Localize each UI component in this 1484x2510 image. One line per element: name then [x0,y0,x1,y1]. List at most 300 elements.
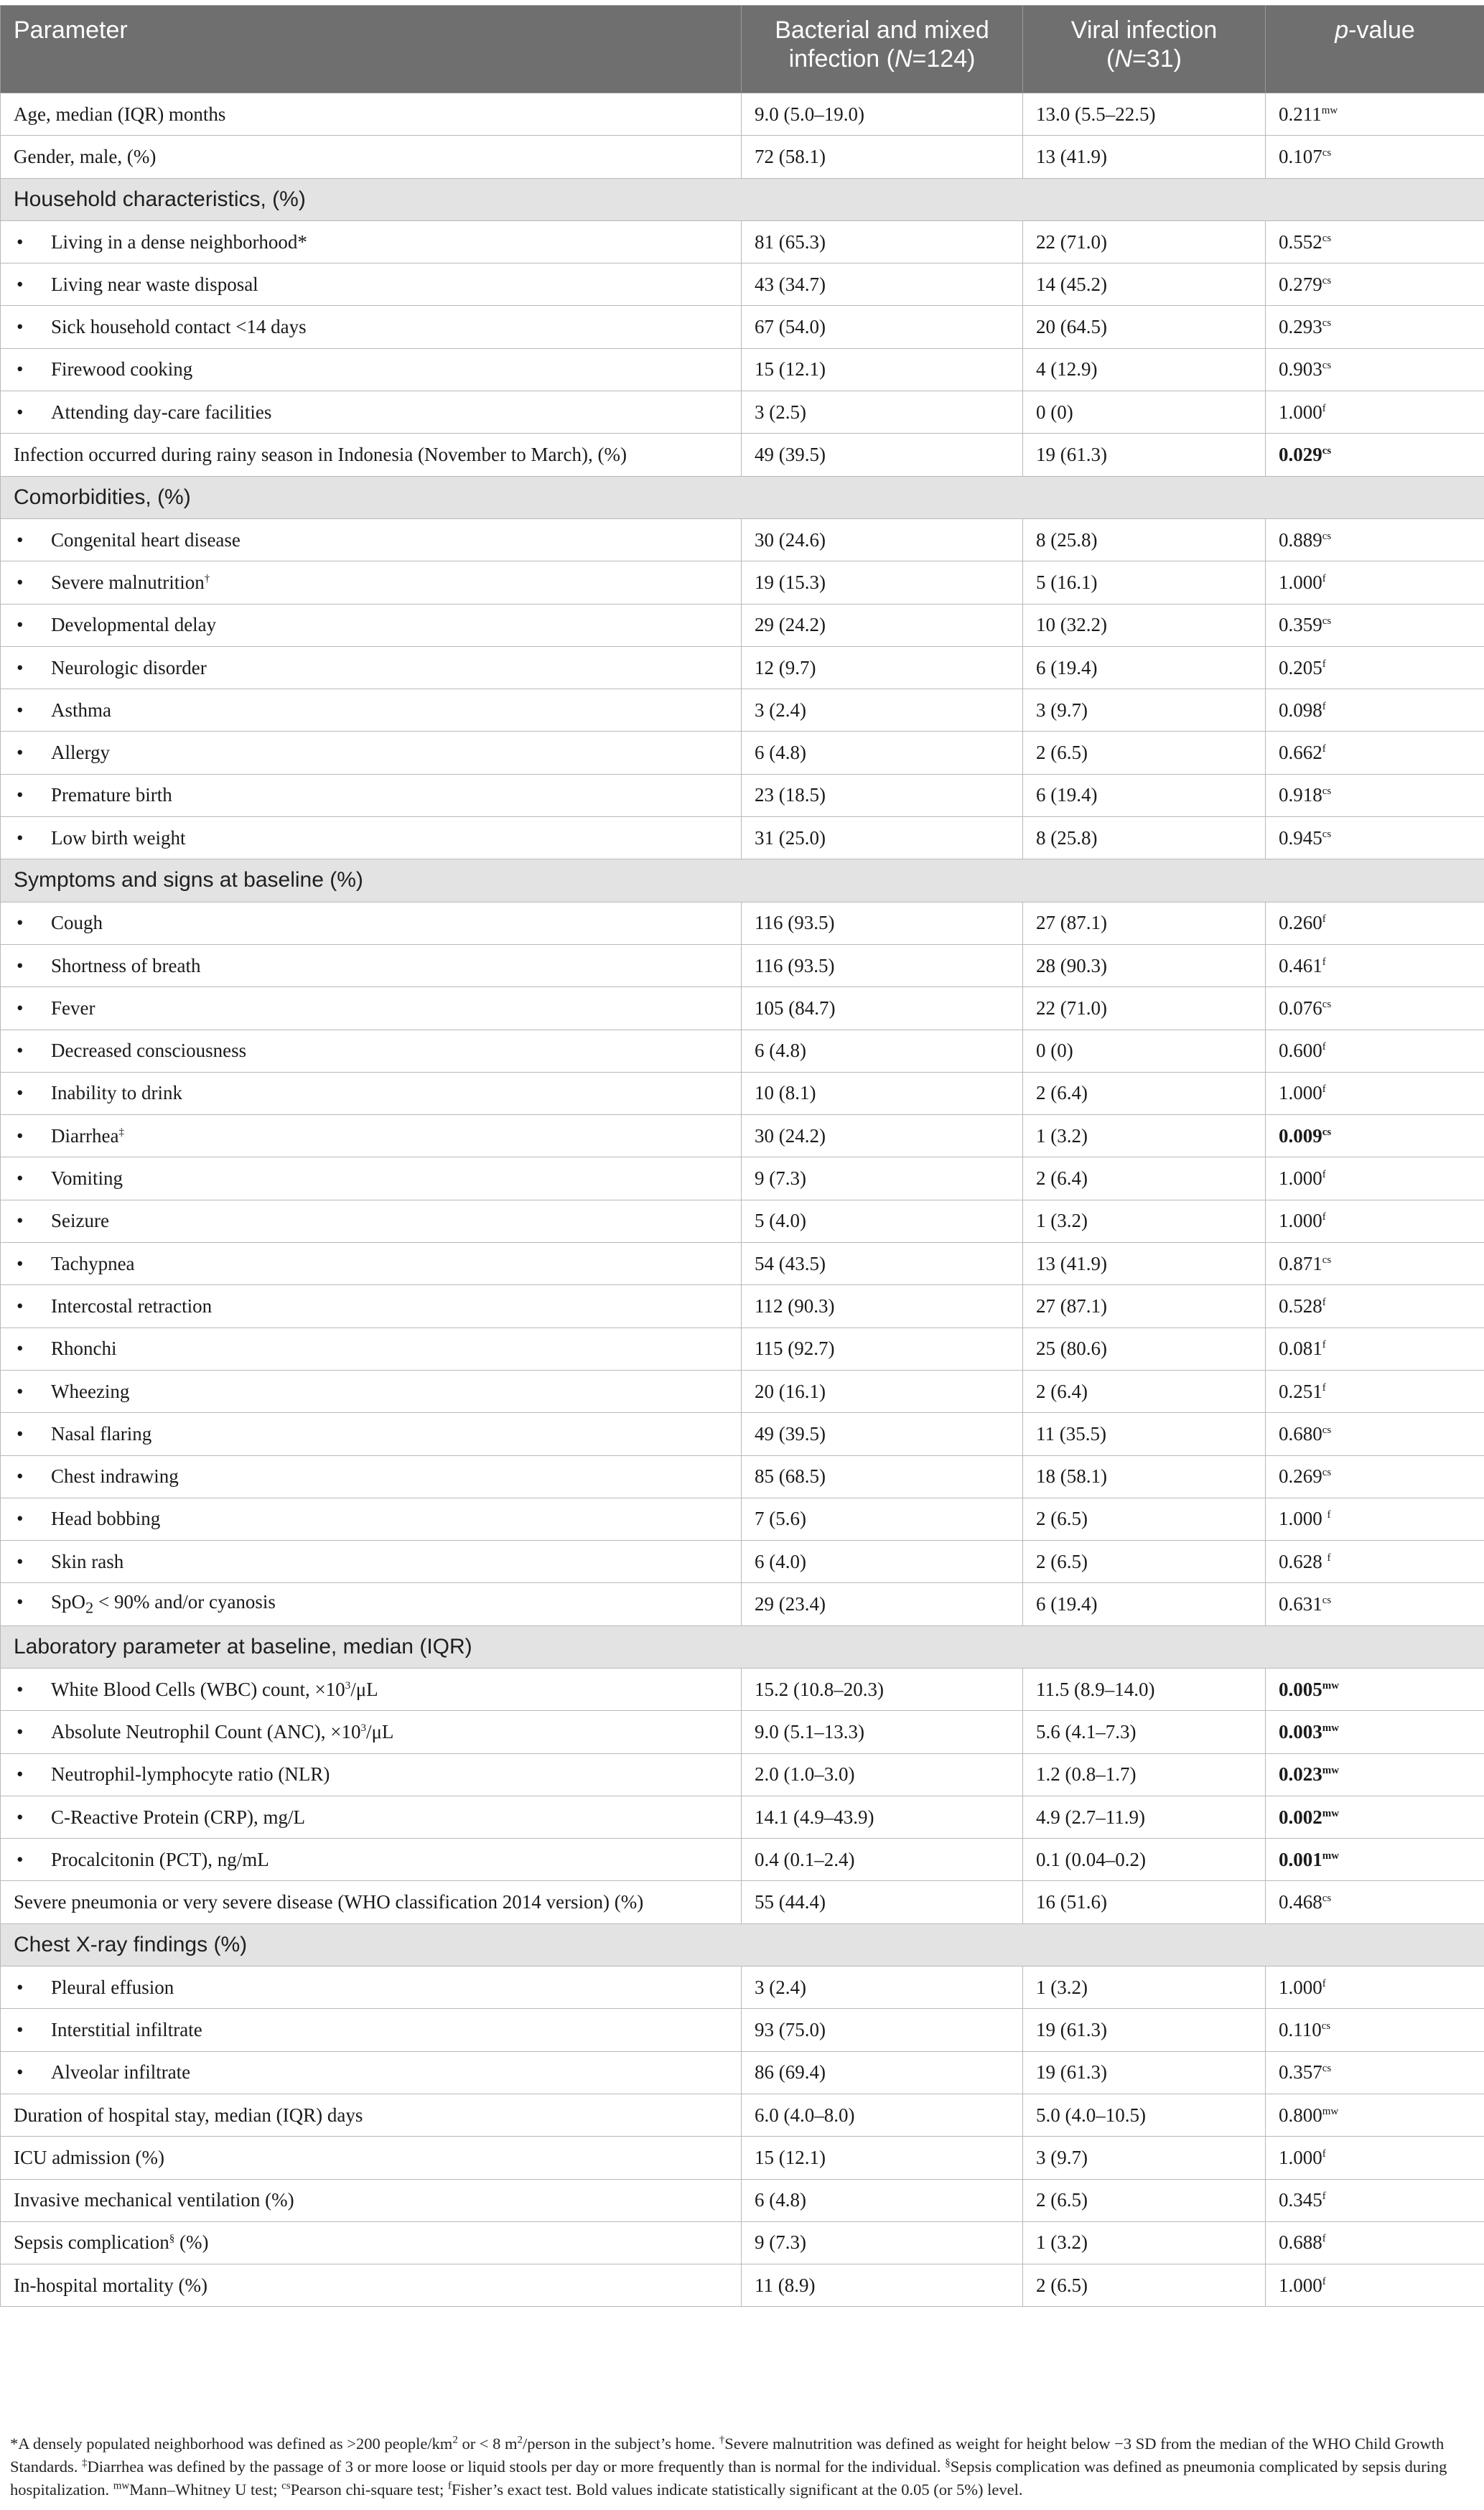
viral-value: 8 (25.8) [1023,817,1266,859]
test-superscript: cs [1322,998,1332,1010]
bullet-icon: • [17,1806,24,1828]
bacterial-mixed-value: 49 (39.5) [742,434,1023,476]
parameter-cell [1,518,742,561]
table-row [1,1413,1484,1455]
parameter-cell [1,93,742,136]
bullet-icon: • [17,1124,24,1147]
test-superscript: cs [1322,274,1332,286]
viral-value: 2 (6.4) [1023,1157,1266,1200]
table-row [1,2137,1484,2179]
parameter-label: Age, median (IQR) months [14,103,226,125]
viral-value: 27 (87.1) [1023,902,1266,944]
bacterial-mixed-value: 93 (75.0) [742,2009,1023,2051]
test-superscript: f [1322,913,1326,925]
test-superscript: f [1322,743,1326,755]
p-value-cell [1266,518,1484,561]
p-value: 0.461 [1279,954,1322,976]
parameter-label: Diarrhea [51,1124,119,1147]
p-value: 0.076 [1279,997,1322,1019]
parameter-cell [1,1541,742,1583]
parameter-cell [1,1498,742,1540]
table-row [1,1711,1484,1753]
bullet-icon: • [17,528,24,551]
test-superscript: f [1322,402,1326,414]
p-value-cell [1266,2094,1484,2136]
table-row [1,434,1484,476]
test-superscript: cs [1322,785,1332,798]
p-value-cell [1266,902,1484,944]
table-row [1,646,1484,689]
parameter-cell [1,2264,742,2307]
parameter-label: Vomiting [51,1167,123,1190]
parameter-cell [1,1243,742,1285]
viral-value: 8 (25.8) [1023,518,1266,561]
bullet-icon: • [17,1591,24,1613]
test-superscript: cs [1322,1254,1332,1266]
p-value-cell [1266,987,1484,1030]
section-heading: Laboratory parameter at baseline, median (IQR) [1,1625,1484,1668]
section-heading: Chest X-ray findings (%) [1,1923,1484,1966]
table-body [1,93,1484,2307]
test-superscript: cs [1322,317,1332,330]
test-superscript: mw [1322,1722,1340,1734]
parameter-label: Developmental delay [51,614,217,636]
test-superscript: mw [1322,1765,1340,1777]
parameter-cell [1,774,742,816]
parameter-label: Attending day-care facilities [51,401,272,423]
table-row [1,732,1484,774]
parameter-label: Invasive mechanical ventilation (%) [14,2189,294,2211]
bacterial-mixed-value: 9 (7.3) [742,2221,1023,2264]
p-value: 1.000 [1279,571,1322,593]
bacterial-mixed-value: 6 (4.8) [742,2179,1023,2221]
table-row [1,93,1484,136]
bacterial-mixed-value: 2.0 (1.0–3.0) [742,1753,1023,1796]
test-superscript: mw [1322,1807,1340,1819]
parameter-label: Neurologic disorder [51,656,207,678]
parameter-label: ICU admission (%) [14,2146,164,2168]
parameter-cell [1,136,742,178]
p-value-cell [1266,306,1484,348]
table-row [1,561,1484,604]
parameter-cell [1,1455,742,1498]
test-superscript: cs [1322,615,1332,628]
test-superscript: f [1322,658,1326,670]
p-value: 0.251 [1279,1380,1322,1402]
p-value-cell [1266,2051,1484,2094]
p-value-cell [1266,1285,1484,1328]
viral-value: 2 (6.5) [1023,2264,1266,2307]
bacterial-mixed-value: 9.0 (5.0–19.0) [742,93,1023,136]
bacterial-mixed-value: 6.0 (4.0–8.0) [742,2094,1023,2136]
parameter-label: Alveolar infiltrate [51,2061,191,2084]
test-superscript: cs [1322,2063,1332,2075]
p-value: 1.000 [1279,2146,1322,2168]
viral-value: 10 (32.2) [1023,604,1266,646]
parameter-cell [1,1328,742,1370]
table-row [1,2094,1484,2136]
test-superscript: f [1322,2191,1326,2203]
bullet-icon: • [17,1040,24,1062]
parameter-cell [1,987,742,1030]
parameter-cell [1,1753,742,1796]
parameter-cell [1,2051,742,2094]
table-row [1,1030,1484,1072]
bacterial-mixed-value: 9.0 (5.1–13.3) [742,1711,1023,1753]
table-row [1,1243,1484,1285]
test-superscript: cs [1322,1424,1332,1436]
p-value-cell [1266,2264,1484,2307]
parameter-superscript: § [169,2233,175,2245]
bacterial-mixed-value: 15 (12.1) [742,348,1023,391]
bullet-icon: • [17,997,24,1019]
header-viral: Viral infection (N=31) [1023,6,1266,93]
bullet-icon: • [17,1465,24,1488]
p-value: 0.107 [1279,145,1322,167]
table-row [1,1072,1484,1114]
bacterial-mixed-value: 116 (93.5) [742,902,1023,944]
p-value-cell [1266,646,1484,689]
viral-value: 22 (71.0) [1023,220,1266,263]
p-value: 0.081 [1279,1338,1322,1360]
parameter-label: Allergy [51,742,110,764]
table-row [1,689,1484,732]
parameter-label: Severe malnutrition [51,571,205,593]
bacterial-mixed-value: 29 (24.2) [742,604,1023,646]
parameter-label: SpO [51,1591,86,1613]
p-value-cell [1266,1541,1484,1583]
viral-value: 2 (6.4) [1023,1370,1266,1412]
viral-value: 20 (64.5) [1023,306,1266,348]
bacterial-mixed-value: 19 (15.3) [742,561,1023,604]
p-value: 0.211 [1279,103,1322,125]
parameter-cell [1,391,742,434]
parameter-label: Low birth weight [51,826,186,849]
parameter-cell [1,2221,742,2264]
parameter-cell [1,1967,742,2009]
parameter-cell [1,1200,742,1242]
bullet-icon: • [17,1252,24,1274]
bullet-icon: • [17,742,24,764]
parameter-cell [1,1839,742,1881]
parameter-label: Intercostal retraction [51,1294,213,1317]
table-row [1,220,1484,263]
bullet-icon: • [17,1380,24,1402]
bullet-icon: • [17,699,24,721]
p-value-cell [1266,220,1484,263]
bacterial-mixed-value: 6 (4.8) [742,1030,1023,1072]
p-value: 0.293 [1279,316,1322,338]
p-value: 0.345 [1279,2189,1322,2211]
section-row [1,1923,1484,1966]
bacterial-mixed-value: 54 (43.5) [742,1243,1023,1285]
table-row [1,1839,1484,1881]
test-superscript: f [1322,1083,1326,1096]
viral-value: 13 (41.9) [1023,1243,1266,1285]
test-superscript: cs [1322,232,1332,244]
parameter-cell [1,1796,742,1838]
viral-value: 1 (3.2) [1023,1115,1266,1157]
parameter-label: Living in a dense neighborhood* [51,230,307,253]
parameter-cell [1,2179,742,2221]
bacterial-mixed-value: 3 (2.4) [742,1967,1023,2009]
parameter-label: Skin rash [51,1550,124,1572]
p-value: 1.000 [1279,2274,1322,2296]
p-value-cell [1266,1967,1484,2009]
parameter-label: C-Reactive Protein (CRP), mg/L [51,1806,305,1828]
parameter-label: Inability to drink [51,1082,182,1104]
bullet-icon: • [17,1210,24,1232]
parameter-label: Chest indrawing [51,1465,179,1488]
bacterial-mixed-value: 31 (25.0) [742,817,1023,859]
bacterial-mixed-value: 15.2 (10.8–20.3) [742,1668,1023,1710]
parameter-label: White Blood Cells (WBC) count, ×10 [51,1678,345,1700]
parameter-label: Wheezing [51,1380,130,1402]
parameter-superscript: 3 [345,1679,351,1692]
parameter-cell [1,1711,742,1753]
viral-value: 16 (51.6) [1023,1881,1266,1923]
p-value: 0.800 [1279,2104,1322,2126]
parameter-cell [1,902,742,944]
parameter-cell [1,1072,742,1114]
p-value-cell [1266,1796,1484,1838]
bacterial-mixed-value: 20 (16.1) [742,1370,1023,1412]
p-value-cell [1266,1115,1484,1157]
parameter-label: Fever [51,997,95,1019]
bacterial-mixed-value: 7 (5.6) [742,1498,1023,1540]
bacterial-mixed-value: 86 (69.4) [742,2051,1023,2094]
p-value: 0.889 [1279,528,1322,551]
p-value: 0.269 [1279,1465,1322,1488]
p-value: 0.600 [1279,1040,1322,1062]
bullet-icon: • [17,826,24,849]
parameter-cell [1,1583,742,1625]
p-value-cell [1266,604,1484,646]
p-value-cell [1266,2179,1484,2221]
table-row [1,1115,1484,1157]
parameter-label: Sepsis complication [14,2231,169,2254]
table-row [1,1200,1484,1242]
table-row [1,1498,1484,1540]
p-value: 0.628 [1279,1550,1327,1572]
p-value: 0.662 [1279,742,1322,764]
parameter-label: Congenital heart disease [51,528,241,551]
bacterial-mixed-value: 116 (93.5) [742,944,1023,986]
section-heading: Comorbidities, (%) [1,476,1484,518]
table-row [1,263,1484,306]
p-value-cell [1266,561,1484,604]
parameter-label-suffix: /μL [365,1720,394,1742]
parameter-label: Gender, male, (%) [14,145,157,167]
bacterial-mixed-value: 29 (23.4) [742,1583,1023,1625]
bullet-icon: • [17,2061,24,2084]
bacterial-mixed-value: 72 (58.1) [742,136,1023,178]
viral-value: 19 (61.3) [1023,2051,1266,2094]
parameter-superscript: 3 [360,1722,366,1734]
bullet-icon: • [17,656,24,678]
p-value-cell [1266,391,1484,434]
viral-value: 2 (6.5) [1023,1498,1266,1540]
parameter-label: Nasal flaring [51,1422,152,1445]
test-superscript: f [1322,572,1326,584]
header-p-value: p-value [1266,6,1484,93]
table-row [1,1668,1484,1710]
viral-value: 3 (9.7) [1023,689,1266,732]
parameter-label: Procalcitonin (PCT), ng/mL [51,1848,269,1870]
table-row [1,2009,1484,2051]
table-row [1,1967,1484,2009]
p-value: 0.023 [1279,1763,1322,1786]
p-value: 0.003 [1279,1720,1322,1742]
p-value-cell [1266,944,1484,986]
p-value-cell [1266,1157,1484,1200]
parameter-cell [1,1668,742,1710]
bacterial-mixed-value: 112 (90.3) [742,1285,1023,1328]
viral-value: 0.1 (0.04–0.2) [1023,1839,1266,1881]
p-value: 0.903 [1279,358,1322,381]
parameter-cell [1,1285,742,1328]
p-value-cell [1266,1668,1484,1710]
parameter-cell [1,1030,742,1072]
table-row [1,2179,1484,2221]
test-superscript: f [1322,1339,1326,1351]
viral-value: 1 (3.2) [1023,2221,1266,2264]
parameter-label: Living near waste disposal [51,273,258,295]
bullet-icon: • [17,1550,24,1572]
parameter-label: Rhonchi [51,1338,117,1360]
p-value-cell [1266,689,1484,732]
parameter-cell [1,1157,742,1200]
viral-value: 6 (19.4) [1023,1583,1266,1625]
test-superscript: cs [1322,530,1332,542]
parameter-cell [1,604,742,646]
test-superscript: f [1322,2147,1326,2160]
p-value: 1.000 [1279,1210,1322,1232]
test-superscript: f [1327,1552,1331,1564]
test-superscript: cs [1322,146,1332,159]
header-bacterial-mixed: Bacterial and mixed infection (N=124) [742,6,1023,93]
table-row [1,1285,1484,1328]
p-value: 0.945 [1279,826,1322,849]
parameter-label: Neutrophil-lymphocyte ratio (NLR) [51,1763,330,1786]
parameter-label-suffix: < 90% and/or cyanosis [93,1591,276,1613]
parameter-cell [1,646,742,689]
parameter-cell [1,689,742,732]
header-parameter: Parameter [1,6,742,93]
bacterial-mixed-value: 30 (24.2) [742,1115,1023,1157]
bullet-icon: • [17,571,24,593]
p-value-cell [1266,1753,1484,1796]
viral-value: 6 (19.4) [1023,646,1266,689]
results-table [0,5,1484,2307]
bacterial-mixed-value: 14.1 (4.9–43.9) [742,1796,1023,1838]
p-value-cell [1266,2221,1484,2264]
parameter-cell [1,817,742,859]
p-value-cell [1266,817,1484,859]
bullet-icon: • [17,1976,24,1998]
parameter-cell [1,1370,742,1412]
p-value-cell [1266,1200,1484,1242]
parameter-label: Interstitial infiltrate [51,2019,202,2040]
p-value: 0.552 [1279,230,1322,253]
viral-value: 0 (0) [1023,1030,1266,1072]
viral-value: 5.6 (4.1–7.3) [1023,1711,1266,1753]
bullet-icon: • [17,1508,24,1530]
p-value: 1.000 [1279,1167,1322,1190]
bullet-icon: • [17,1167,24,1190]
viral-value: 3 (9.7) [1023,2137,1266,2179]
parameter-label-suffix: /μL [350,1678,378,1700]
bacterial-mixed-value: 9 (7.3) [742,1157,1023,1200]
p-value-cell [1266,136,1484,178]
p-value-cell [1266,732,1484,774]
bacterial-mixed-value: 55 (44.4) [742,1881,1023,1923]
parameter-cell [1,2009,742,2051]
p-value: 0.005 [1279,1678,1322,1700]
p-value: 0.009 [1279,1124,1322,1147]
table-row [1,774,1484,816]
viral-value: 1 (3.2) [1023,1200,1266,1242]
p-value-cell [1266,1370,1484,1412]
parameter-label: Premature birth [51,784,172,806]
parameter-label: Firewood cooking [51,358,193,381]
viral-value: 27 (87.1) [1023,1285,1266,1328]
parameter-cell [1,732,742,774]
bullet-icon: • [17,1338,24,1360]
p-value-cell [1266,1498,1484,1540]
p-value: 0.205 [1279,656,1322,678]
parameter-label: Seizure [51,1210,109,1232]
parameter-label: Absolute Neutrophil Count (ANC), ×10 [51,1720,361,1742]
bullet-icon: • [17,784,24,806]
p-value: 0.871 [1279,1252,1322,1274]
viral-value: 0 (0) [1023,391,1266,434]
p-value: 0.110 [1279,2019,1322,2040]
p-value-cell [1266,2009,1484,2051]
test-superscript: mw [1322,1849,1340,1862]
p-value: 0.918 [1279,784,1322,806]
bullet-icon: • [17,1720,24,1742]
parameter-subscript: 2 [85,1598,94,1617]
test-superscript: cs [1322,1595,1332,1607]
viral-value: 18 (58.1) [1023,1455,1266,1498]
bullet-icon: • [17,1678,24,1700]
section-row [1,476,1484,518]
p-value-cell [1266,348,1484,391]
bullet-icon: • [17,1763,24,1786]
bullet-icon: • [17,273,24,295]
viral-value: 11.5 (8.9–14.0) [1023,1668,1266,1710]
bacterial-mixed-value: 43 (34.7) [742,263,1023,306]
bullet-icon: • [17,1848,24,1870]
test-superscript: cs [1322,360,1332,372]
test-superscript: cs [1322,1467,1332,1479]
viral-value: 28 (90.3) [1023,944,1266,986]
p-value: 0.002 [1279,1806,1322,1828]
p-value-cell [1266,93,1484,136]
p-value: 0.468 [1279,1891,1322,1913]
p-value: 0.680 [1279,1422,1322,1445]
test-superscript: mw [1321,104,1338,116]
p-value-cell [1266,263,1484,306]
table-row [1,1455,1484,1498]
bullet-icon: • [17,1422,24,1445]
test-superscript: f [1322,1169,1326,1181]
viral-value: 13 (41.9) [1023,136,1266,178]
parameter-cell [1,1413,742,1455]
p-value: 1.000 [1279,1976,1322,1998]
p-value-cell [1266,1413,1484,1455]
